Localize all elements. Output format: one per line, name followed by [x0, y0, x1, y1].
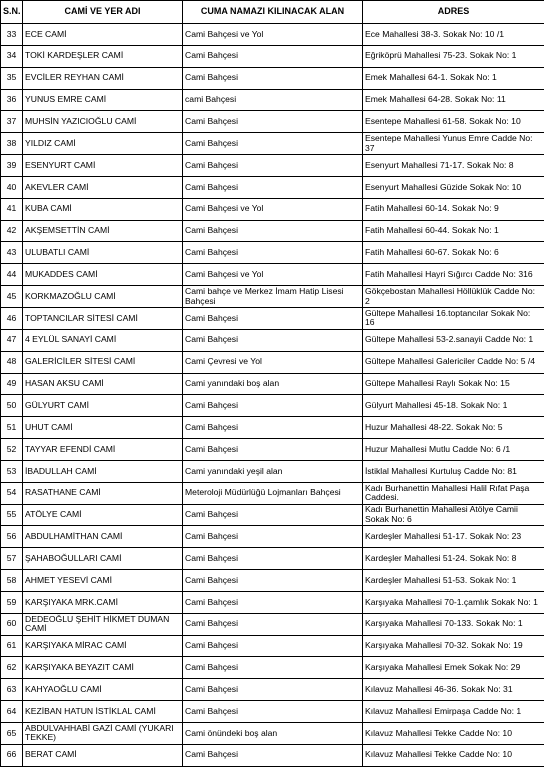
row-name-cell: KARŞIYAKA BEYAZIT CAMİ	[23, 657, 183, 679]
row-name-cell: TOPTANCILAR SİTESİ CAMİ	[23, 307, 183, 329]
row-area-cell: Cami Bahçesi	[183, 548, 363, 570]
row-area-cell: Cami Bahçesi	[183, 701, 363, 723]
row-name-cell: KAHYAOĞLU CAMİ	[23, 679, 183, 701]
table-row	[1, 24, 544, 46]
row-area-cell: Cami Bahçesi	[183, 176, 363, 198]
row-area-cell: Cami Bahçesi	[183, 635, 363, 657]
table-row	[1, 264, 544, 286]
row-name-cell: YILDIZ CAMİ	[23, 133, 183, 155]
header-row	[1, 1, 544, 24]
table-row	[1, 220, 544, 242]
row-address-cell: Fatih Mahallesi 60-67. Sokak No: 6	[363, 242, 544, 264]
row-area-cell: Cami önündeki boş alan	[183, 723, 363, 745]
table-header	[1, 1, 544, 24]
row-name-cell: AKŞEMSETTİN CAMİ	[23, 220, 183, 242]
table-row	[1, 89, 544, 111]
row-sn-cell: 37	[1, 111, 23, 133]
row-name-cell: AKEVLER CAMİ	[23, 176, 183, 198]
row-address-cell: Esentepe Mahallesi Yunus Emre Cadde No: 37	[363, 133, 544, 155]
row-name-cell: ECE CAMİ	[23, 24, 183, 46]
table-row	[1, 679, 544, 701]
row-name-cell: GALERİCİLER SİTESİ CAMİ	[23, 351, 183, 373]
table-row	[1, 307, 544, 329]
row-address-cell: Karşıyaka Mahallesi Emek Sokak No: 29	[363, 657, 544, 679]
row-area-cell: Cami Bahçesi	[183, 504, 363, 526]
row-name-cell: İBADULLAH CAMİ	[23, 460, 183, 482]
header-area: CUMA NAMAZI KILINACAK ALAN	[183, 1, 363, 24]
row-sn-cell: 50	[1, 395, 23, 417]
table-row	[1, 460, 544, 482]
row-sn-cell: 33	[1, 24, 23, 46]
row-address-cell: Ece Mahallesi 38-3. Sokak No: 10 /1	[363, 24, 544, 46]
row-sn-cell: 45	[1, 286, 23, 308]
row-address-cell: Huzur Mahallesi 48-22. Sokak No: 5	[363, 417, 544, 439]
row-address-cell: Esenyurt Mahallesi 71-17. Sokak No: 8	[363, 155, 544, 177]
row-sn-cell: 64	[1, 701, 23, 723]
row-address-cell: Karşıyaka Mahallesi 70-133. Sokak No: 1	[363, 613, 544, 635]
row-area-cell: Cami Bahçesi	[183, 67, 363, 89]
row-sn-cell: 49	[1, 373, 23, 395]
table-row	[1, 591, 544, 613]
table-row	[1, 439, 544, 461]
row-area-cell: Meteroloji Müdürlüğü Lojmanları Bahçesi	[183, 482, 363, 504]
row-sn-cell: 35	[1, 67, 23, 89]
row-area-cell: Cami yanındaki yeşil alan	[183, 460, 363, 482]
row-name-cell: MUHSİN YAZICIOĞLU CAMİ	[23, 111, 183, 133]
row-area-cell: Cami yanındaki boş alan	[183, 373, 363, 395]
row-sn-cell: 47	[1, 329, 23, 351]
table-body	[1, 24, 544, 767]
row-sn-cell: 40	[1, 176, 23, 198]
table-row	[1, 198, 544, 220]
row-name-cell: YUNUS EMRE CAMİ	[23, 89, 183, 111]
table-row	[1, 657, 544, 679]
row-area-cell: Cami Bahçesi	[183, 657, 363, 679]
row-address-cell: Karşıyaka Mahallesi 70-1.çamlık Sokak No: 1	[363, 591, 544, 613]
row-sn-cell: 51	[1, 417, 23, 439]
table-row	[1, 570, 544, 592]
row-name-cell: HASAN AKSU CAMİ	[23, 373, 183, 395]
row-area-cell: Cami Bahçesi	[183, 439, 363, 461]
header-address: ADRES	[363, 1, 544, 24]
row-sn-cell: 65	[1, 723, 23, 745]
row-name-cell: 4 EYLÜL SANAYİ CAMİ	[23, 329, 183, 351]
row-address-cell: Kılavuz Mahallesi Tekke Cadde No: 10	[363, 744, 544, 766]
row-address-cell: Fatih Mahallesi 60-44. Sokak No: 1	[363, 220, 544, 242]
row-area-cell: Cami Bahçesi	[183, 679, 363, 701]
row-name-cell: ABDULHAMİTHAN CAMİ	[23, 526, 183, 548]
row-area-cell: Cami Bahçesi	[183, 613, 363, 635]
table-row	[1, 45, 544, 67]
row-sn-cell: 41	[1, 198, 23, 220]
row-address-cell: Fatih Mahallesi Hayri Sığırcı Cadde No: 316	[363, 264, 544, 286]
row-address-cell: Kılavuz Mahallesi Tekke Cadde No: 10	[363, 723, 544, 745]
table-row	[1, 155, 544, 177]
row-area-cell: Cami Bahçesi ve Yol	[183, 24, 363, 46]
header-name: CAMİ VE YER ADI	[23, 1, 183, 24]
row-name-cell: ŞAHABOĞULLARI CAMİ	[23, 548, 183, 570]
row-address-cell: Emek Mahallesi 64-1. Sokak No: 1	[363, 67, 544, 89]
row-area-cell: Cami Bahçesi	[183, 111, 363, 133]
row-sn-cell: 42	[1, 220, 23, 242]
row-area-cell: Cami Bahçesi	[183, 395, 363, 417]
row-area-cell: Cami Bahçesi	[183, 417, 363, 439]
row-name-cell: KORKMAZOĞLU CAMİ	[23, 286, 183, 308]
row-area-cell: cami Bahçesi	[183, 89, 363, 111]
row-name-cell: ESENYURT CAMİ	[23, 155, 183, 177]
row-sn-cell: 52	[1, 439, 23, 461]
row-address-cell: İstiklal Mahallesi Kurtuluş Cadde No: 81	[363, 460, 544, 482]
table-row	[1, 286, 544, 308]
row-sn-cell: 62	[1, 657, 23, 679]
row-area-cell: Cami Bahçesi	[183, 220, 363, 242]
table-row	[1, 176, 544, 198]
row-sn-cell: 63	[1, 679, 23, 701]
table-row	[1, 417, 544, 439]
row-address-cell: Eğriköprü Mahallesi 75-23. Sokak No: 1	[363, 45, 544, 67]
row-name-cell: EVCİLER REYHAN CAMİ	[23, 67, 183, 89]
row-address-cell: Gültepe Mahallesi 53-2.sanayii Cadde No: 1	[363, 329, 544, 351]
row-address-cell: Emek Mahallesi 64-28. Sokak No: 11	[363, 89, 544, 111]
row-name-cell: RASATHANE CAMİ	[23, 482, 183, 504]
row-area-cell: Cami Bahçesi ve Yol	[183, 264, 363, 286]
row-name-cell: KARŞIYAKA MİRAC CAMİ	[23, 635, 183, 657]
row-area-cell: Cami Bahçesi	[183, 133, 363, 155]
table-row	[1, 482, 544, 504]
row-address-cell: Gültepe Mahallesi Raylı Sokak No: 15	[363, 373, 544, 395]
row-area-cell: Cami Bahçesi	[183, 329, 363, 351]
table-row	[1, 351, 544, 373]
row-address-cell: Kılavuz Mahallesi Emirpaşa Cadde No: 1	[363, 701, 544, 723]
row-sn-cell: 39	[1, 155, 23, 177]
header-sn: S.N.	[1, 1, 23, 24]
table-row	[1, 701, 544, 723]
row-sn-cell: 59	[1, 591, 23, 613]
row-address-cell: Karşıyaka Mahallesi 70-32. Sokak No: 19	[363, 635, 544, 657]
row-area-cell: Cami Bahçesi	[183, 155, 363, 177]
table-row	[1, 526, 544, 548]
row-area-cell: Cami Bahçesi	[183, 570, 363, 592]
row-address-cell: Kadı Burhanettin Mahallesi Atölye Camii Sokak No: 6	[363, 504, 544, 526]
row-sn-cell: 43	[1, 242, 23, 264]
row-name-cell: GÜLYURT CAMİ	[23, 395, 183, 417]
table-row	[1, 548, 544, 570]
row-area-cell: Cami Bahçesi	[183, 526, 363, 548]
row-area-cell: Cami bahçe ve Merkez İmam Hatip Lisesi Bahçesi	[183, 286, 363, 308]
row-sn-cell: 57	[1, 548, 23, 570]
row-name-cell: KUBA CAMİ	[23, 198, 183, 220]
row-sn-cell: 54	[1, 482, 23, 504]
row-sn-cell: 34	[1, 45, 23, 67]
row-area-cell: Cami Bahçesi ve Yol	[183, 198, 363, 220]
table-row	[1, 723, 544, 745]
row-name-cell: KARŞIYAKA MRK.CAMİ	[23, 591, 183, 613]
row-name-cell: UHUT CAMİ	[23, 417, 183, 439]
row-address-cell: Gültepe Mahallesi Galericiler Cadde No: 5 /4	[363, 351, 544, 373]
row-name-cell: BERAT CAMİ	[23, 744, 183, 766]
table-row	[1, 329, 544, 351]
row-sn-cell: 58	[1, 570, 23, 592]
table-row	[1, 635, 544, 657]
table-row	[1, 67, 544, 89]
row-name-cell: AHMET YESEVİ CAMİ	[23, 570, 183, 592]
row-sn-cell: 66	[1, 744, 23, 766]
row-area-cell: Cami Bahçesi	[183, 307, 363, 329]
row-address-cell: Kardeşler Mahallesi 51-53. Sokak No: 1	[363, 570, 544, 592]
table-row	[1, 133, 544, 155]
table-row	[1, 395, 544, 417]
row-sn-cell: 44	[1, 264, 23, 286]
row-sn-cell: 53	[1, 460, 23, 482]
row-address-cell: Huzur Mahallesi Mutlu Cadde No: 6 /1	[363, 439, 544, 461]
table-row	[1, 242, 544, 264]
row-area-cell: Cami Bahçesi	[183, 591, 363, 613]
table-row	[1, 613, 544, 635]
row-area-cell: Cami Bahçesi	[183, 242, 363, 264]
row-name-cell: MUKADDES CAMİ	[23, 264, 183, 286]
row-sn-cell: 56	[1, 526, 23, 548]
row-address-cell: Fatih Mahallesi 60-14. Sokak No: 9	[363, 198, 544, 220]
row-address-cell: Gültepe Mahallesi 16.toptancılar Sokak No: 16	[363, 307, 544, 329]
row-sn-cell: 38	[1, 133, 23, 155]
row-sn-cell: 55	[1, 504, 23, 526]
row-name-cell: ULUBATLI CAMİ	[23, 242, 183, 264]
row-address-cell: Esenyurt Mahallesi Güzide Sokak No: 10	[363, 176, 544, 198]
table-row	[1, 504, 544, 526]
row-address-cell: Kadı Burhanettin Mahallesi Halil Rıfat Paşa Caddesi.	[363, 482, 544, 504]
row-sn-cell: 46	[1, 307, 23, 329]
row-address-cell: Kılavuz Mahallesi 46-36. Sokak No: 31	[363, 679, 544, 701]
row-name-cell: KEZİBAN HATUN İSTİKLAL CAMİ	[23, 701, 183, 723]
row-address-cell: Esentepe Mahallesi 61-58. Sokak No: 10	[363, 111, 544, 133]
row-address-cell: Kardeşler Mahallesi 51-17. Sokak No: 23	[363, 526, 544, 548]
row-area-cell: Cami Bahçesi	[183, 45, 363, 67]
table-row	[1, 373, 544, 395]
row-name-cell: TOKİ KARDEŞLER CAMİ	[23, 45, 183, 67]
row-name-cell: ABDULVAHHABİ GAZİ CAMİ (YUKARI TEKKE)	[23, 723, 183, 745]
row-area-cell: Cami Çevresi ve Yol	[183, 351, 363, 373]
row-name-cell: DEDEOĞLU ŞEHİT HİKMET DUMAN CAMİ	[23, 613, 183, 635]
row-address-cell: Kardeşler Mahallesi 51-24. Sokak No: 8	[363, 548, 544, 570]
row-name-cell: ATÖLYE CAMİ	[23, 504, 183, 526]
table-row	[1, 111, 544, 133]
row-address-cell: Gülyurt Mahallesi 45-18. Sokak No: 1	[363, 395, 544, 417]
row-sn-cell: 36	[1, 89, 23, 111]
row-area-cell: Cami Bahçesi	[183, 744, 363, 766]
row-sn-cell: 61	[1, 635, 23, 657]
table-row	[1, 744, 544, 766]
row-address-cell: Gökçebostan Mahallesi Höllüklük Cadde No: 2	[363, 286, 544, 308]
row-sn-cell: 48	[1, 351, 23, 373]
row-name-cell: TAYYAR EFENDİ CAMİ	[23, 439, 183, 461]
row-sn-cell: 60	[1, 613, 23, 635]
